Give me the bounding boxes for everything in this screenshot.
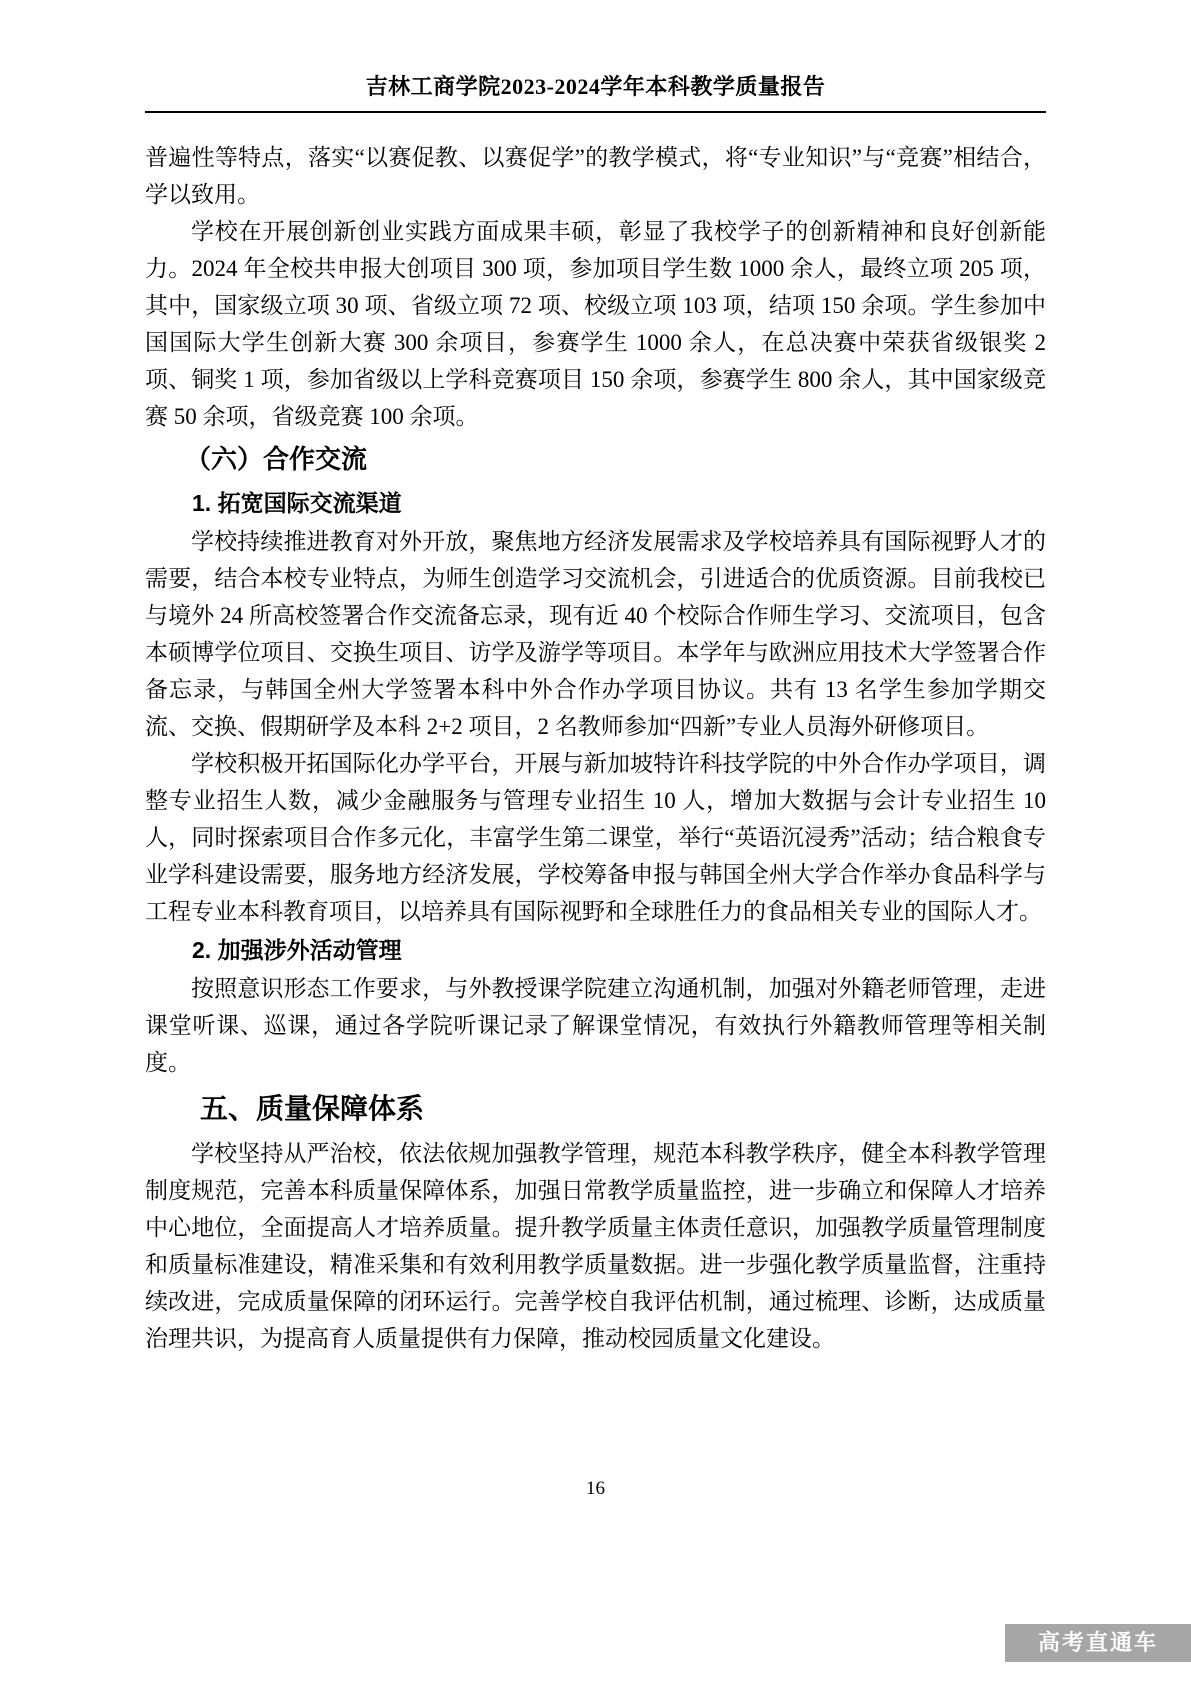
section-heading-cooperation-exchange: （六）合作交流 [185,444,368,474]
paragraph-competition-teaching-mode: 普遍性等特点，落实“以赛促教、以赛促学”的教学模式，将“专业知识”与“竞赛”相结合，学以致用。 [145,145,1046,207]
watermark-badge: 高考直通车 [1005,1624,1191,1662]
subsection-heading-foreign-activity-management: 2. 加强涉外活动管理 [192,937,402,963]
paragraph-international-platform: 学校积极开拓国际化办学平台，开展与新加坡特许科技学院的中外合作办学项目，调整专业招生人数，减少金融服务与管理专业招生 10 人，增加大数据与会计专业招生 10 人，同时探索项目合作多元化，丰富学生第二课堂，举行“英语沉浸秀”活动；结合粮食专业学科建设需要，服务地方经济发展，学校筹备申报与韩国全州大学合作举办食品科学与工程专业本科教育项目，以培养具有国际视野和全球胜任力的食品相关专业的国际人才。 [145,751,1047,924]
page-header [145,70,1046,113]
paragraph-quality-assurance: 学校坚持从严治校，依法依规加强教学管理，规范本科教学秩序，健全本科教学管理制度规范，完善本科质量保障体系，加强日常教学质量监控，进一步确立和保障人才培养中心地位，全面提高人才培养质量。提升教学质量主体责任意识，加强教学质量管理制度和质量标准建设，精准采集和有效利用教学质量数据。进一步强化教学质量监督，注重持续改进，完成质量保障的闭环运行。完善学校自我评估机制，通过梳理、诊断，达成质量治理共识，为提高育人质量提供有力保障，推动校园质量文化建设。 [145,1141,1046,1351]
page-content [145,113,1046,1357]
chapter-heading-quality-assurance-system: 五、质量保障体系 [200,1093,425,1124]
paragraph-foreign-affairs-management: 按照意识形态工作要求，与外教授课学院建立沟通机制，加强对外籍老师管理，走进课堂听课、巡课，通过各学院听课记录了解课堂情况，有效执行外籍教师管理等相关制度。 [145,976,1046,1075]
subsection-heading-international-channels: 1. 拓宽国际交流渠道 [192,490,402,516]
paragraph-international-exchange: 学校持续推进教育对外开放，聚焦地方经济发展需求及学校培养具有国际视野人才的需要，结合本校专业特点，为师生创造学习交流机会，引进适合的优质资源。目前我校已与境外 24 所高校签署合作交流备忘录，现有近 40 个校际合作师生学习、交流项目，包含本硕博学位项目、交换生项目、访学及游学等项目。本学年与欧洲应用技术大学签署合作备忘录，与韩国全州大学签署本科中外合作办学项目协议。共有 13 名学生参加学期交流、交换、假期研学及本科 2+2 项目，2 名教师参加“四新”专业人员海外研修项目。 [145,529,1046,739]
page-number: 16 [586,1478,605,1499]
running-header-title: 吉林工商学院2023-2024学年本科教学质量报告 [365,74,826,99]
paragraph-innovation-achievements: 学校在开展创新创业实践方面成果丰硕，彰显了我校学子的创新精神和良好创新能力。2024 年全校共申报大创项目 300 项，参加项目学生数 1000 余人，最终立项 205 项，其中，国家级立项 30 项、省级立项 72 项、校级立项 103 项，结项 150 余项。学生参加中国国际大学生创新大赛 300 余项目，参赛学生 1000 余人，在总决赛中荣获省级银奖 2 项、铜奖 1 项，参加省级以上学科竞赛项目 150 余项，参赛学生 800 余人，其中国家级竞赛 50 余项，省级竞赛 100 余项。 [145,219,1047,429]
